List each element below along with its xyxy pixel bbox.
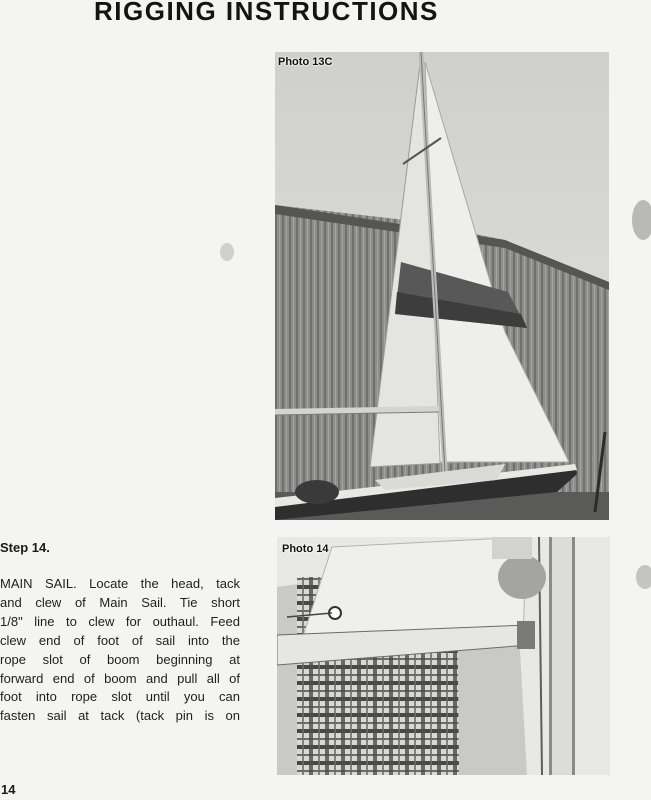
step-line: and clew of Main Sail. Tie short [0,594,240,610]
boom-sail-illustration [277,537,610,775]
page-number: 14 [1,782,16,797]
sailboat-illustration [275,52,609,520]
page-smudge [632,200,651,240]
step-line: rope slot of boom beginning at [0,651,240,667]
step-line: clew end of foot of sail into the [0,632,240,648]
step-line: foot into rope slot until you can [0,689,240,705]
page-smudge [220,243,234,261]
photo-14-boom [277,537,610,775]
step-body [0,575,240,726]
step-line: MAIN SAIL. Locate the head, tack [0,576,240,591]
step-heading: Step 14. [0,540,50,555]
step-line: forward end of boom and pull all of [0,670,240,686]
step-line: fasten sail at tack (tack pin is on [0,708,240,724]
page-heading: RIGGING INSTRUCTIONS [94,0,439,26]
photo-14-label: Photo 14 [282,543,329,555]
step-line: 1/8" line to clew for outhaul. Feed [0,613,240,629]
photo-13c-label: Photo 13C [278,56,333,68]
page-smudge [636,565,651,589]
photo-13c-sailboat [275,52,609,520]
